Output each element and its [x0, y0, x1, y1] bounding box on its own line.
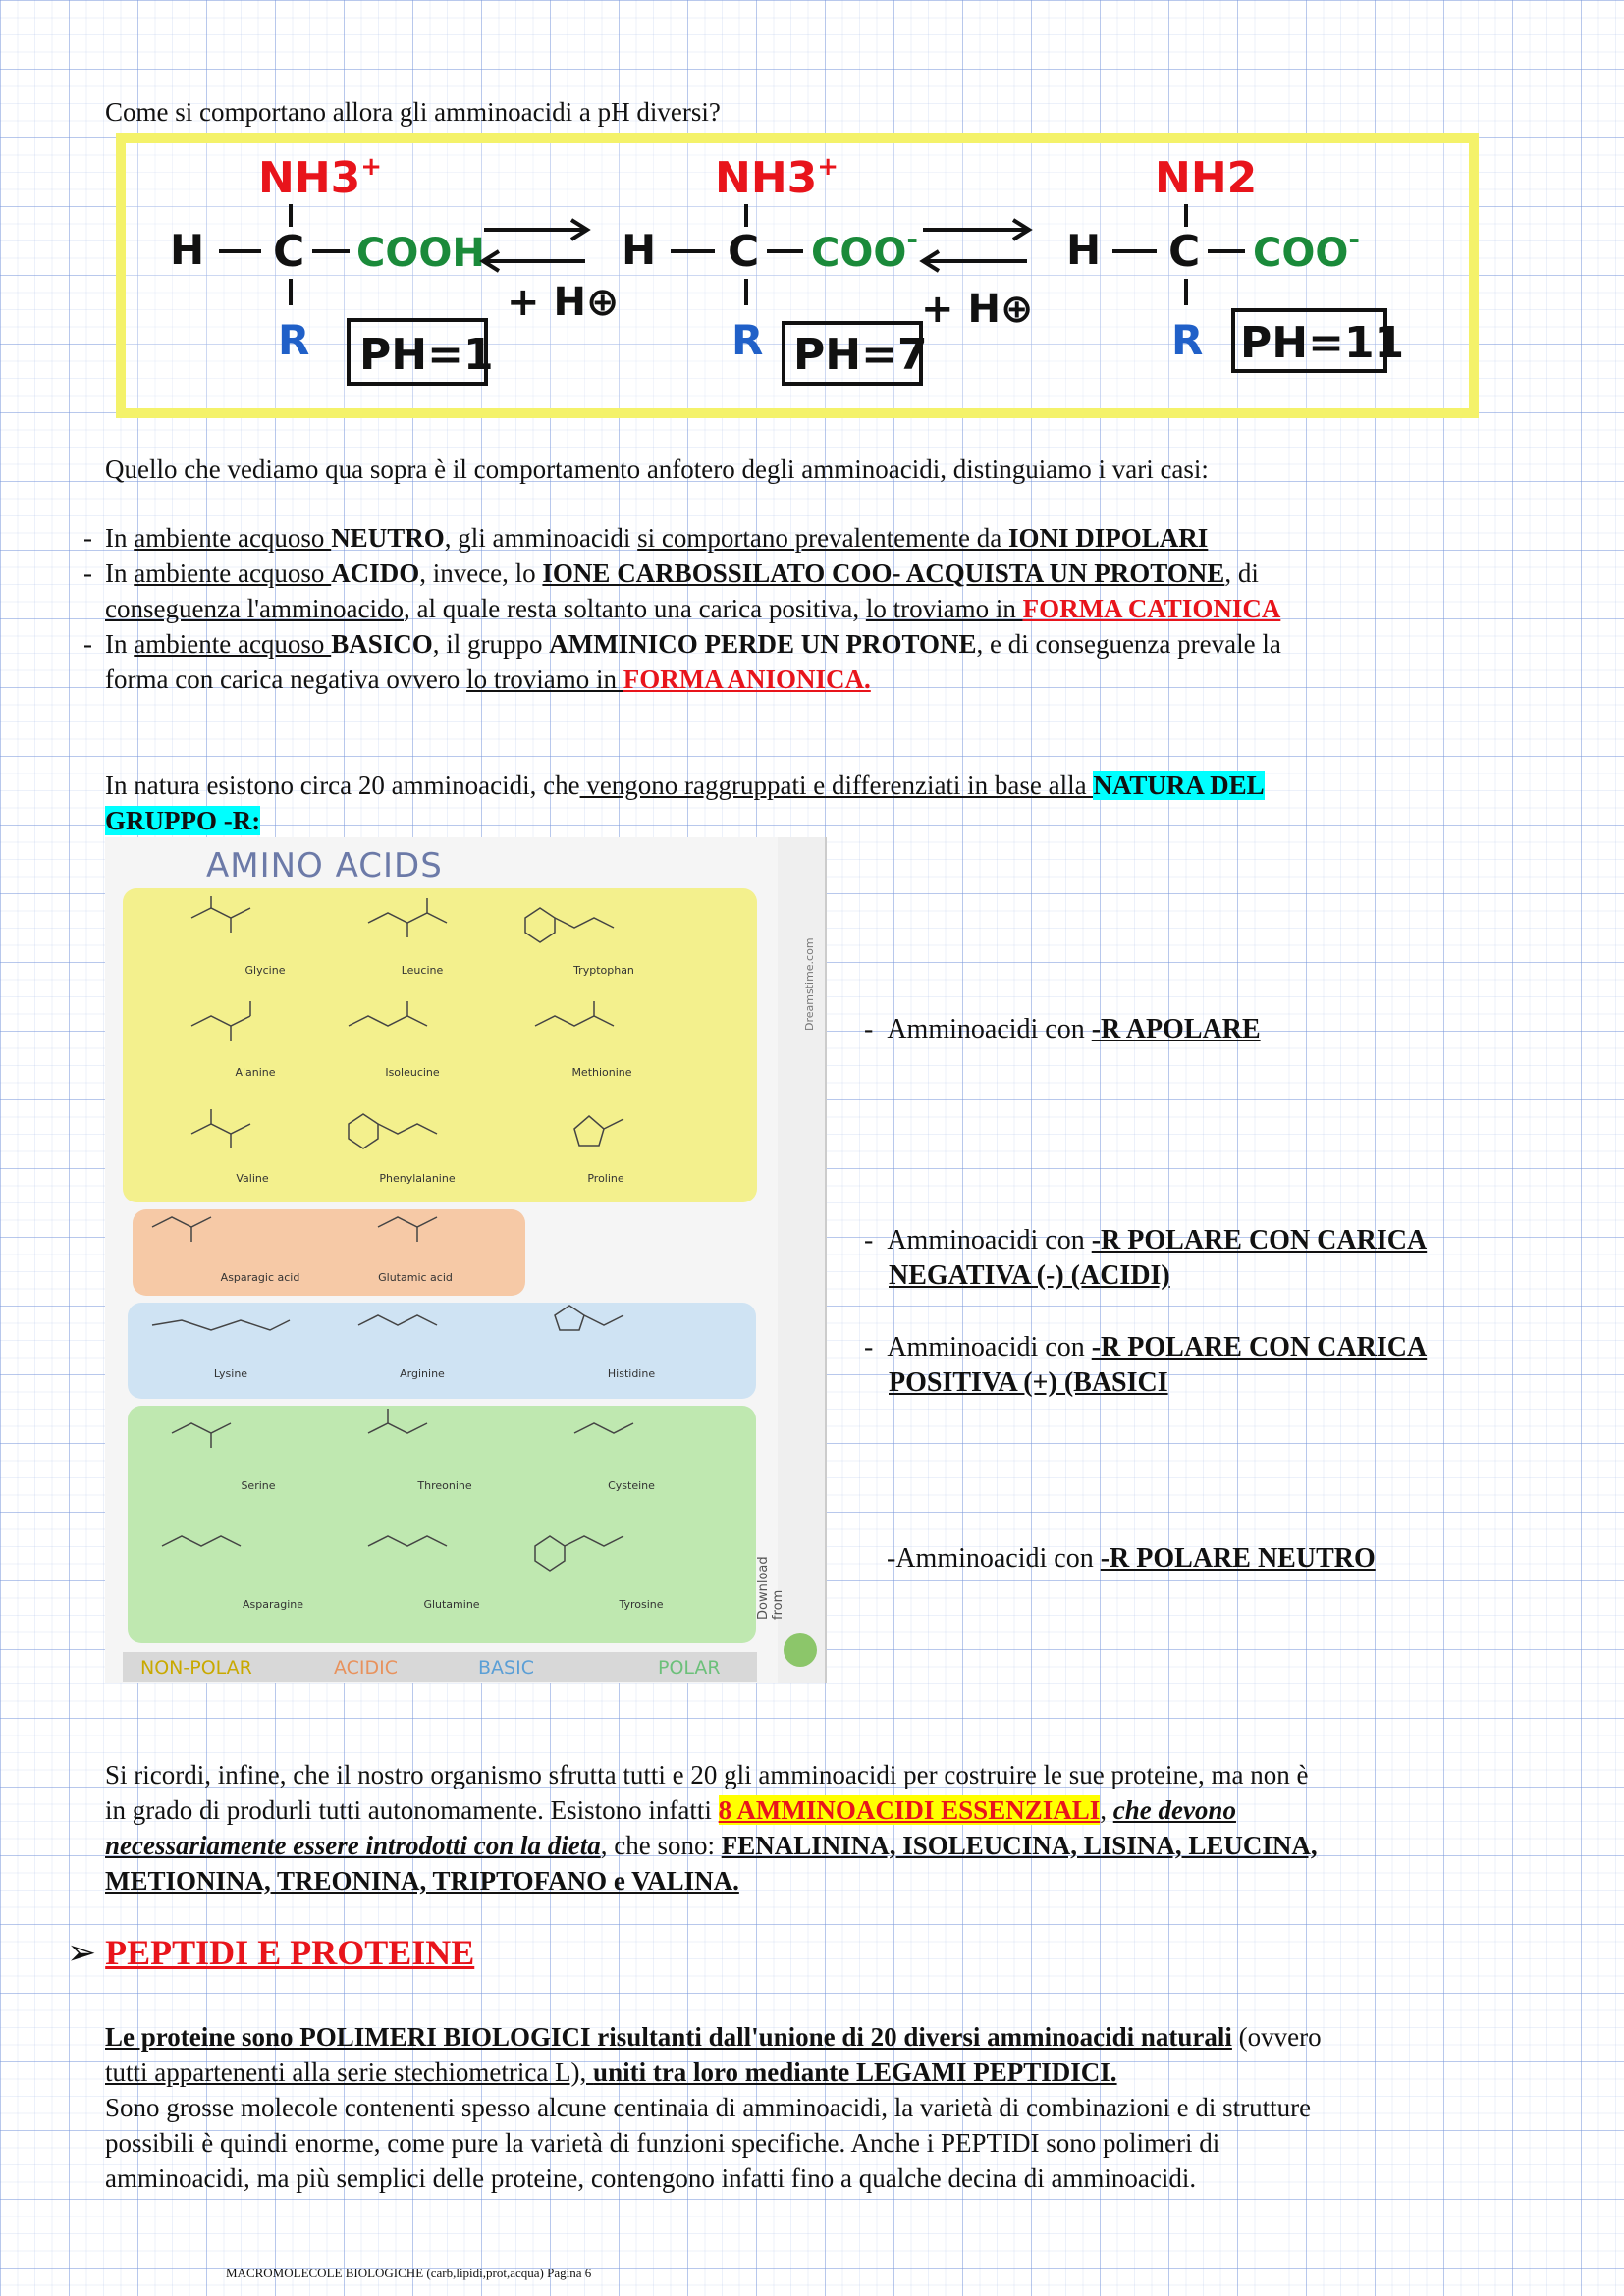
case-basic: - In ambiente acquoso BASICO, il gruppo AMMINICO PERDE UN PROTONE, e di conseguenza prevale la forma con carica negativa ovvero lo troviamo in FORMA ANIONICA.: [83, 629, 1281, 694]
form1-r: R: [278, 316, 310, 364]
molecule-label: Leucine: [401, 964, 444, 977]
form2-h: H: [622, 226, 657, 274]
molecule-label: Asparagine: [242, 1598, 304, 1611]
proteins-line-4: possibili è quindi enorme, come pure la varietà di funzioni specifiche. Anche i PEPTIDI sono polimeri di: [105, 2128, 1220, 2158]
class-basic: - Amminoacidi con -R POLARE CON CARICA POSITIVA (+) (BASICI: [864, 1332, 1428, 1398]
molecule-label: Methionine: [571, 1066, 632, 1079]
download-from-text: Download from: [756, 1556, 785, 1620]
proteins-line-1: Le proteine sono POLIMERI BIOLOGICI risultanti dall'unione di 20 diversi amminoacidi naturali (ovvero: [105, 2022, 1322, 2052]
form3-h: H: [1066, 226, 1102, 274]
form2-ph: PH=7: [793, 330, 928, 380]
arrow-bullet-icon: ➢: [67, 1933, 97, 1972]
form1-h: H: [170, 226, 205, 274]
section-heading: [67, 1932, 474, 1973]
essential-line-1: Si ricordi, infine, che il nostro organismo sfrutta tutti e 20 gli amminoacidi per costruire le sue proteine, ma non è: [105, 1760, 1309, 1789]
amphoteric-case-list: [83, 520, 1578, 697]
molecule-label: Lysine: [213, 1367, 248, 1380]
form3-r: R: [1171, 316, 1204, 364]
dreamstime-logo-icon: [784, 1633, 817, 1667]
arrow1-label: + H⊕: [507, 280, 620, 325]
amphoteric-intro: Quello che vediamo qua sopra è il comportamento anfotero degli amminoacidi, distinguiamo i vari casi:: [105, 454, 1209, 484]
molecule-label: Histidine: [607, 1367, 656, 1380]
form2-carbon: C: [728, 227, 760, 277]
case-neutral: - In ambiente acquoso NEUTRO, gli amminoacidi si comportano prevalentemente da IONI DIPOLARI: [83, 523, 1209, 553]
molecule-label: Tryptophan: [573, 964, 634, 977]
class-polar-neutral: -Amminoacidi con -R POLARE NEUTRO: [887, 1543, 1376, 1574]
case-acid: - In ambiente acquoso ACIDO, invece, lo IONE CARBOSSILATO COO- ACQUISTA UN PROTONE, di conseguenza l'amminoacido, al quale resta soltanto una carica positiva, lo troviamo in FORMA CATIONICA: [83, 559, 1281, 623]
molecule-label: Arginine: [400, 1367, 445, 1380]
molecule-label: Cysteine: [608, 1479, 655, 1492]
dreamstime-side-text: Dreamstime.com: [803, 937, 816, 1031]
amino-acids-title: AMINO ACIDS: [206, 846, 443, 885]
molecule-label: Asparagic acid: [220, 1271, 300, 1284]
form1-carbon: C: [273, 227, 305, 277]
form3-carboxylate: COO-: [1253, 223, 1360, 276]
molecule-label: Tyrosine: [619, 1598, 664, 1611]
essential-line-2: in grado di produrli tutti autonomamente. Esistono infatti 8 AMMINOACIDI ESSENZIALI, che devono: [105, 1795, 1236, 1825]
molecule-label: Glutamic acid: [378, 1271, 453, 1284]
intro-question: Come si comportano allora gli amminoacidi a pH diversi?: [105, 97, 721, 127]
form2-amino: NH3+: [715, 152, 839, 203]
nature-paragraph: In natura esistono circa 20 amminoacidi, che vengono raggruppati e differenziati in base alla NATURA DEL GRUPPO -R:: [105, 771, 1265, 835]
molecule-sketches: [123, 888, 761, 1644]
class-apolar: - Amminoacidi con -R APOLARE: [864, 1014, 1261, 1044]
page-footer: MACROMOLECOLE BIOLOGICHE (carb,lipidi,prot,acqua) Pagina 6: [226, 2266, 592, 2280]
molecule-label: Isoleucine: [385, 1066, 440, 1079]
acid-base-equilibrium-diagram: [116, 133, 1479, 418]
form3-amino: NH2: [1155, 153, 1258, 203]
legend-polar: POLAR: [658, 1657, 721, 1679]
form2-r: R: [731, 316, 764, 364]
molecule-label: Glycine: [244, 964, 286, 977]
class-acidic: - Amminoacidi con -R POLARE CON CARICA NEGATIVA (-) (ACIDI): [864, 1225, 1428, 1291]
molecule-label: Glutamine: [423, 1598, 480, 1611]
molecule-label: Proline: [587, 1172, 624, 1185]
proteins-paragraph: [105, 2019, 1578, 2196]
legend-basic: BASIC: [478, 1657, 534, 1679]
legend-acidic: ACIDIC: [334, 1657, 399, 1679]
form2-carboxylate: COO-: [811, 223, 918, 276]
arrow2-label: + H⊕: [921, 287, 1034, 332]
proteins-line-3: Sono grosse molecole contenenti spesso alcune centinaia di amminoacidi, la varietà di combinazioni e di strutture: [105, 2093, 1312, 2122]
proteins-line-2: tutti appartenenti alla serie stechiometrica L), uniti tra loro mediante LEGAMI PEPTIDICI.: [105, 2057, 1117, 2087]
molecule-label: Threonine: [417, 1479, 472, 1492]
molecule-label: Phenylalanine: [379, 1172, 456, 1185]
proteins-line-5: amminoacidi, ma più semplici delle proteine, contengono infatti fino a qualche decina di amminoacidi.: [105, 2163, 1197, 2193]
molecule-label: Alanine: [235, 1066, 276, 1079]
form1-amino: NH3+: [258, 152, 383, 203]
form1-carboxyl: COOH: [356, 231, 485, 276]
section-title: PEPTIDI E PROTEINE: [105, 1933, 475, 1972]
form3-carbon: C: [1168, 227, 1201, 277]
essential-line-4: METIONINA, TREONINA, TRIPTOFANO e VALINA.: [105, 1866, 739, 1896]
form1-ph: PH=1: [359, 330, 494, 380]
legend-nonpolar: NON-POLAR: [140, 1657, 252, 1679]
essential-paragraph: [105, 1757, 1578, 1898]
molecule-label: Serine: [241, 1479, 276, 1492]
form3-ph: PH=11: [1240, 318, 1405, 368]
molecule-label: Valine: [236, 1172, 269, 1185]
essential-line-3: necessariamente essere introdotti con la dieta, che sono: FENALININA, ISOLEUCINA, LISINA, LEUCINA,: [105, 1831, 1318, 1860]
